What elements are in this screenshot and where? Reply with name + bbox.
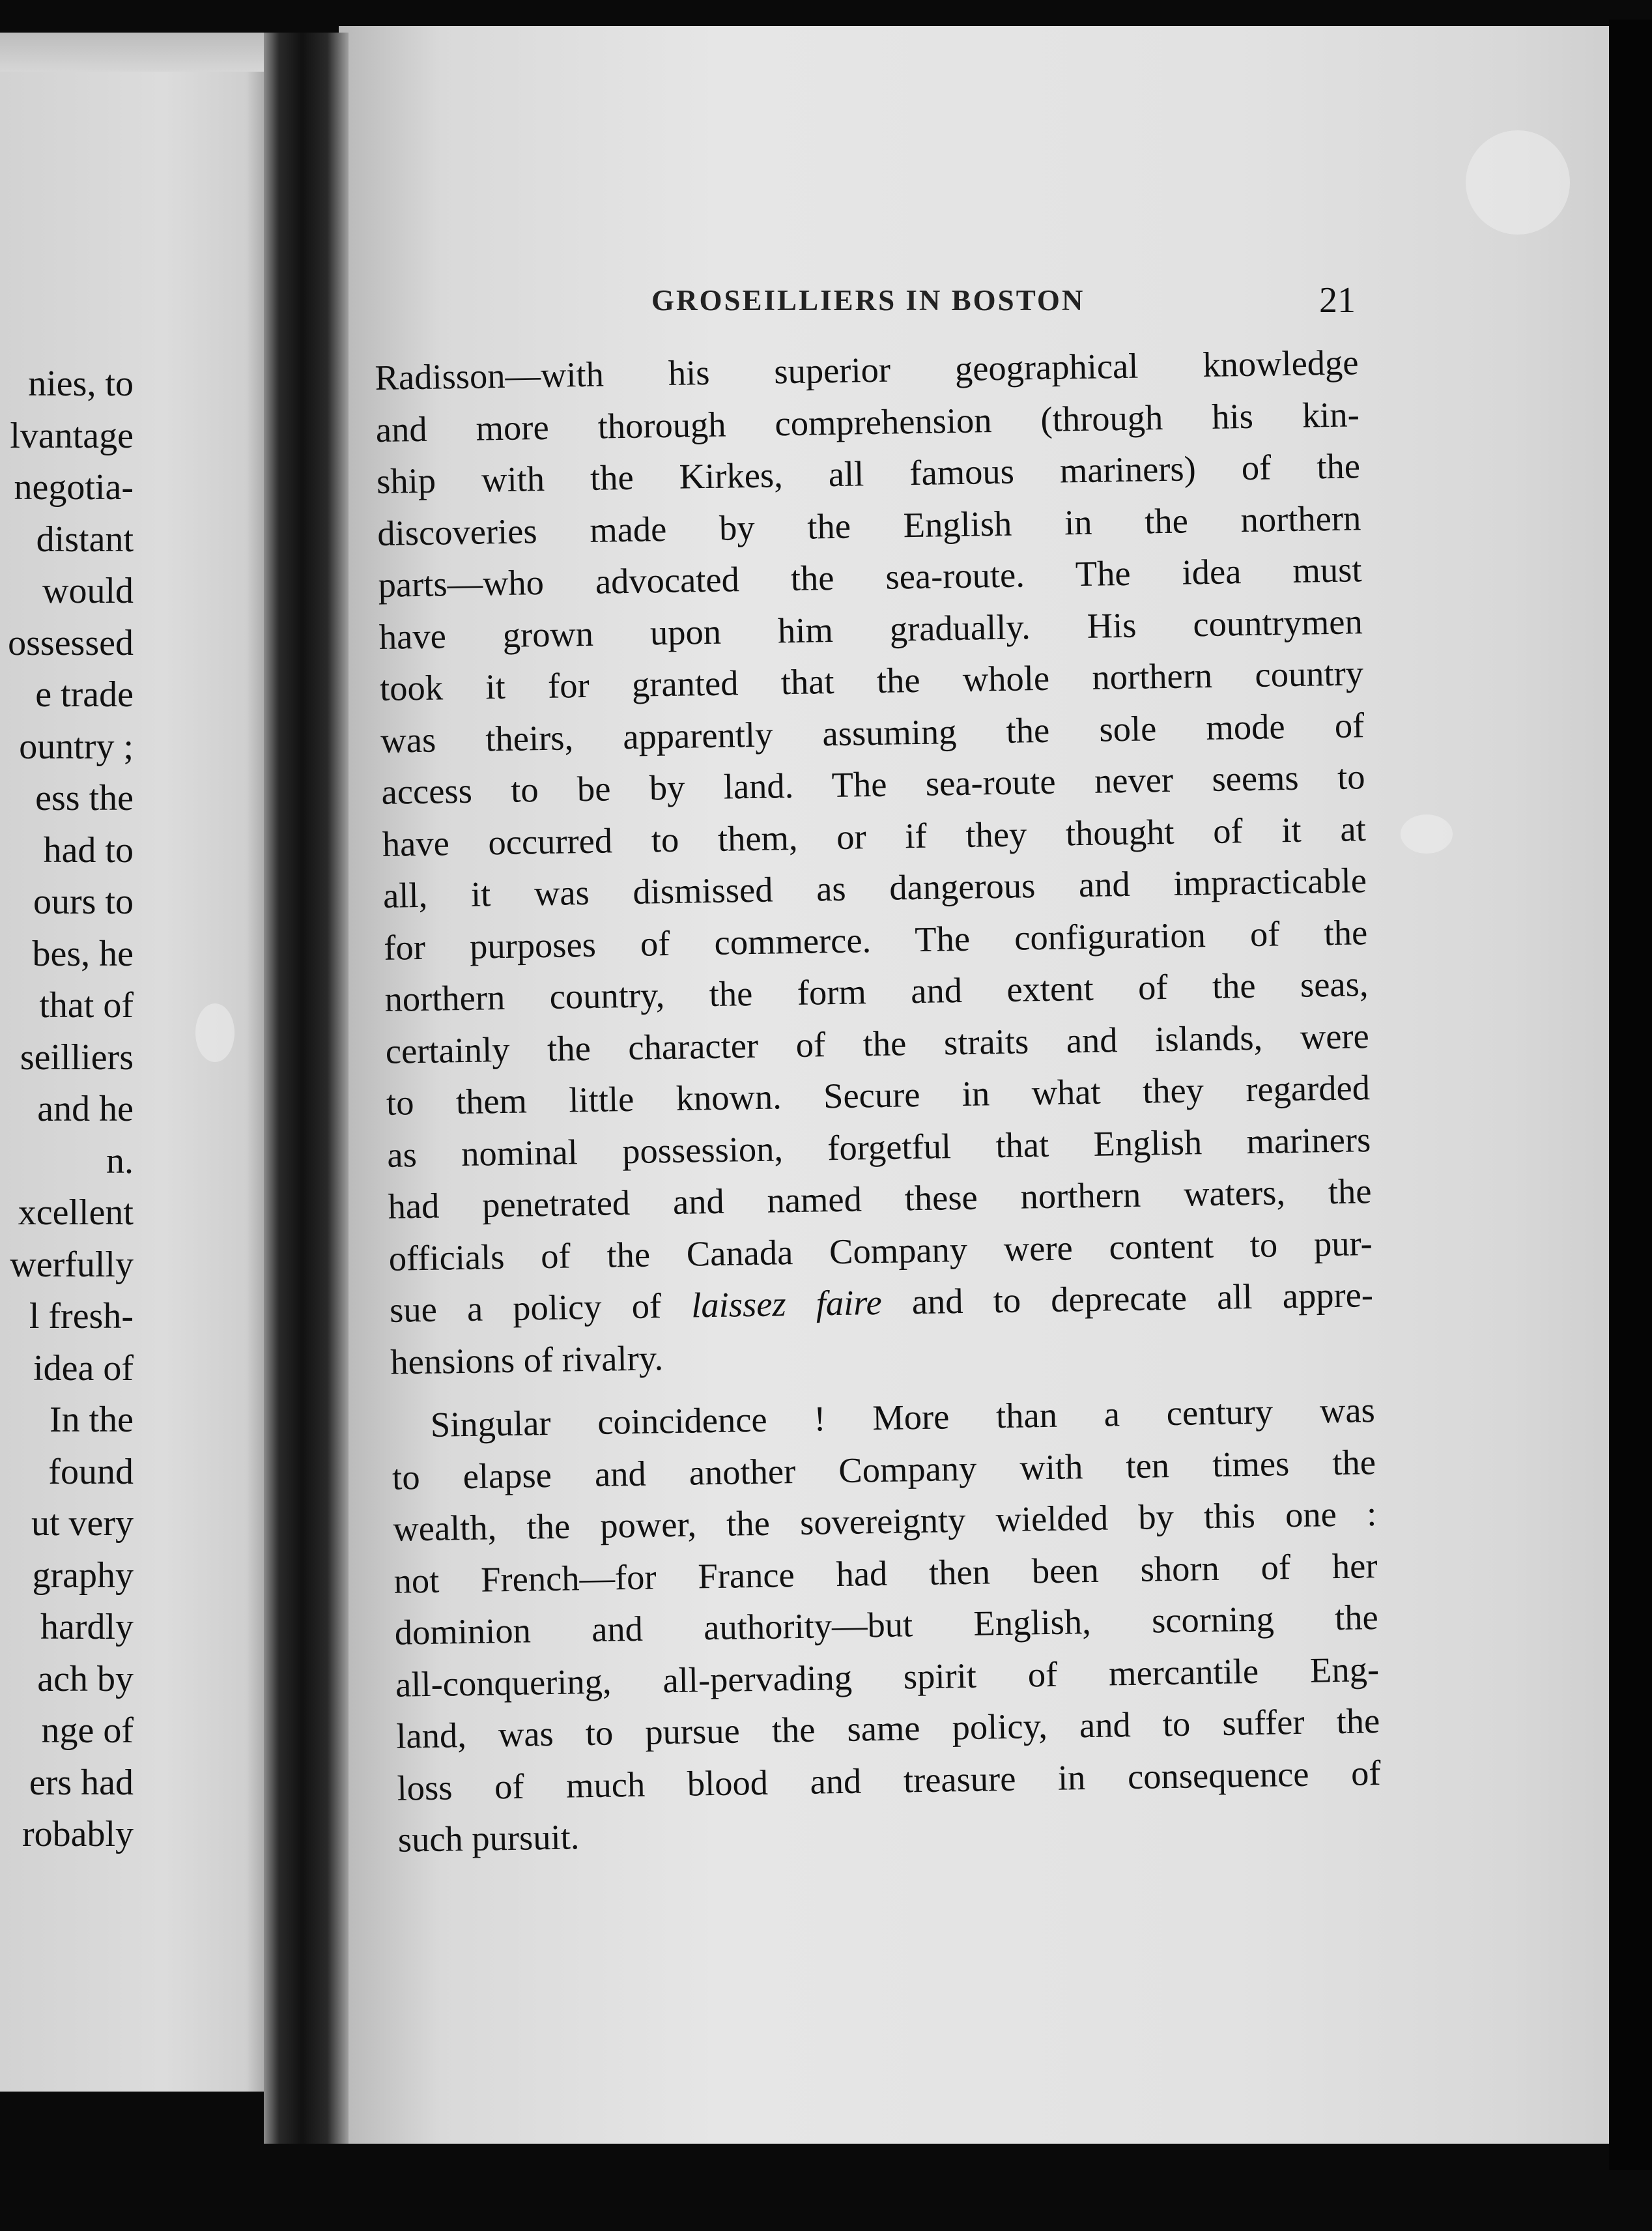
- text-line: discoveries made by the English in the northern: [377, 497, 1361, 553]
- text-line: all, it was dismissed as dangerous and impracticable: [382, 860, 1367, 915]
- left-page-line: and he: [37, 1089, 134, 1129]
- page-header: [651, 280, 1368, 329]
- left-page-line: negotia-: [14, 467, 134, 508]
- left-page-line: seilliers: [20, 1037, 134, 1078]
- left-page-text-fragments: [0, 358, 134, 1861]
- paper-blemish: [1466, 130, 1570, 235]
- left-page-line: xcellent: [18, 1192, 134, 1233]
- text-line: all-conquering, all-pervading spirit of mercantile Eng-: [395, 1648, 1380, 1705]
- left-page-line: distant: [36, 519, 134, 560]
- left-page-line: ach by: [37, 1658, 134, 1699]
- text-line: had penetrated and named these northern waters, the: [388, 1171, 1372, 1226]
- paper-blemish: [195, 1003, 235, 1062]
- text-line: wealth, the power, the sovereignty wielded by this one :: [392, 1493, 1377, 1549]
- text-line: ship with the Kirkes, all famous mariners) of the: [376, 446, 1361, 501]
- text-line: to them little known. Secure in what they regarded: [386, 1067, 1371, 1123]
- left-page-line: n.: [106, 1140, 134, 1181]
- left-page-line: nies, to: [28, 364, 134, 404]
- left-page-line: ossessed: [8, 622, 134, 663]
- left-page-line: In the: [49, 1400, 134, 1440]
- left-page-line: ers had: [29, 1762, 134, 1803]
- text-line: officials of the Canada Company were content to pur-: [388, 1222, 1373, 1278]
- left-page-line: l fresh-: [29, 1296, 134, 1336]
- left-page-line: ess the: [35, 778, 134, 818]
- text-line: northern country, the form and extent of the seas,: [384, 964, 1369, 1019]
- left-page-top-edge: [0, 33, 274, 72]
- text-line: have grown upon him gradually. His countrymen: [378, 601, 1363, 657]
- page-edge-shadow: [1609, 20, 1652, 2170]
- paper-blemish: [1401, 814, 1453, 854]
- text-line: loss of much blood and treasure in consequence of: [397, 1752, 1381, 1808]
- left-page-line: hardly: [40, 1607, 134, 1647]
- text-line: was theirs, apparently assuming the sole mode of: [380, 704, 1365, 760]
- page-number: 21: [1319, 280, 1356, 321]
- text-line: for purposes of commerce. The configuration of the: [383, 912, 1368, 968]
- left-page-line: found: [48, 1451, 134, 1492]
- text-line: such pursuit.: [397, 1817, 580, 1860]
- text-line: as nominal possession, forgetful that English mariners: [386, 1119, 1371, 1175]
- left-page-line: graphy: [32, 1555, 134, 1596]
- left-page-line: e trade: [35, 674, 134, 715]
- left-page-line: ut very: [31, 1503, 134, 1544]
- left-page-line: idea of: [33, 1347, 134, 1389]
- text-line: Radisson—with his superior geographical knowledge: [375, 342, 1359, 397]
- left-page-line: would: [42, 571, 134, 611]
- left-page-line: bes, he: [32, 933, 134, 974]
- left-page-line: nge of: [41, 1710, 134, 1751]
- text-line: hensions of rivalry.: [390, 1337, 664, 1382]
- left-page-line: robably: [21, 1814, 134, 1854]
- book-gutter: [264, 33, 349, 2144]
- text-line: not French—for France had then been shorn of her: [393, 1545, 1378, 1601]
- text-line: access to be by land. The sea-route never seems to: [381, 756, 1365, 812]
- left-page-line: had to: [43, 829, 134, 871]
- left-page: [0, 33, 274, 2092]
- left-page-line: ours to: [33, 882, 134, 922]
- text-line: sue a policy of laissez faire and to deprecate all appre-: [389, 1274, 1374, 1330]
- text-line: and more thorough comprehension (through his kin-: [375, 394, 1360, 450]
- italic-phrase: laissez faire: [691, 1282, 883, 1325]
- text-line: certainly the character of the straits and islands, were: [385, 1015, 1370, 1071]
- left-page-line: that of: [39, 985, 134, 1026]
- text-line: took it for granted that the whole northern country: [379, 653, 1364, 708]
- text-line: dominion and authority—but English, scorning the: [394, 1597, 1379, 1652]
- text-line: parts—who advocated the sea-route. The idea must: [378, 549, 1362, 605]
- left-page-line: ountry ;: [19, 726, 134, 767]
- left-page-line: werfully: [10, 1244, 134, 1285]
- text-line: have occurred to them, or if they thought of it at: [382, 808, 1367, 864]
- running-head: GROSEILLIERS IN BOSTON: [651, 284, 1085, 317]
- left-page-line: lvantage: [10, 415, 134, 456]
- text-line: Singular coincidence ! More than a century was: [430, 1390, 1376, 1445]
- text-line: land, was to pursue the same policy, and to suffer the: [395, 1701, 1380, 1756]
- text-line: to elapse and another Company with ten times the: [392, 1441, 1376, 1497]
- body-text: [375, 336, 1382, 1865]
